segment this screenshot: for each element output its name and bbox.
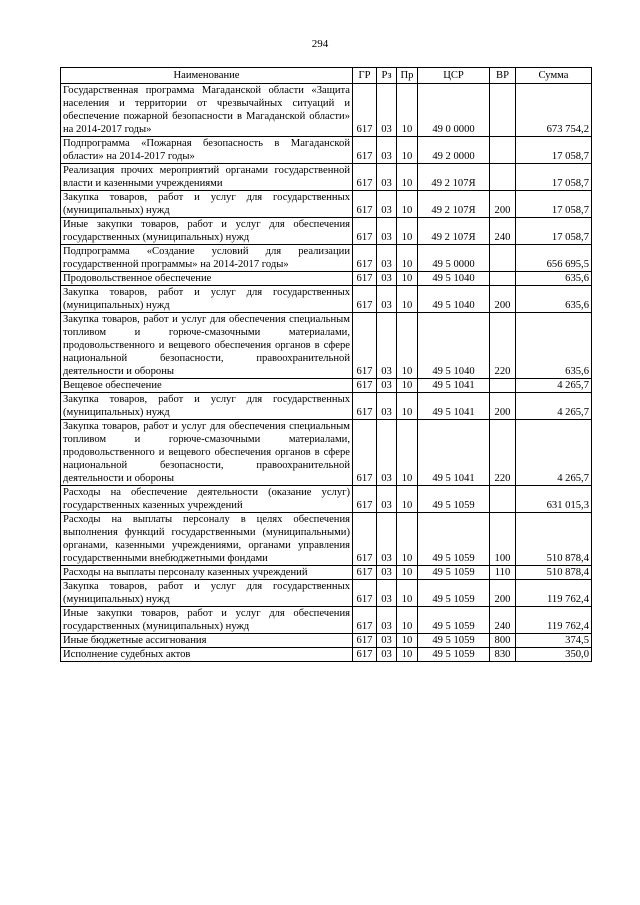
budget-table xyxy=(60,67,592,662)
cell-vr: 100 xyxy=(490,513,516,566)
cell-vr: 800 xyxy=(490,634,516,648)
table-row xyxy=(61,648,592,662)
table-row xyxy=(61,513,592,566)
cell-vr xyxy=(490,137,516,164)
cell-gr: 617 xyxy=(353,420,377,486)
cell-gr: 617 xyxy=(353,566,377,580)
cell-vr xyxy=(490,245,516,272)
table-row xyxy=(61,164,592,191)
cell-gr: 617 xyxy=(353,313,377,379)
table-row xyxy=(61,191,592,218)
cell-csr: 49 0 0000 xyxy=(418,84,490,137)
cell-sum: 510 878,4 xyxy=(516,513,592,566)
cell-gr: 617 xyxy=(353,580,377,607)
cell-name: Государственная программа Магаданской области «Защита населения и территории от чрезвычайных ситуаций и обеспечение пожарной безопасности в Магаданской области» на 2014-2017 годы» xyxy=(61,84,353,137)
cell-pr: 10 xyxy=(397,634,418,648)
cell-vr: 220 xyxy=(490,420,516,486)
header-rz: Рз xyxy=(377,68,397,84)
cell-csr: 49 5 1059 xyxy=(418,580,490,607)
header-vr: ВР xyxy=(490,68,516,84)
cell-pr: 10 xyxy=(397,313,418,379)
cell-rz: 03 xyxy=(377,648,397,662)
cell-pr: 10 xyxy=(397,420,418,486)
cell-rz: 03 xyxy=(377,313,397,379)
cell-pr: 10 xyxy=(397,393,418,420)
cell-sum: 17 058,7 xyxy=(516,164,592,191)
cell-vr: 220 xyxy=(490,313,516,379)
cell-csr: 49 5 1059 xyxy=(418,648,490,662)
header-pr: Пр xyxy=(397,68,418,84)
cell-csr: 49 5 1041 xyxy=(418,379,490,393)
cell-sum: 635,6 xyxy=(516,286,592,313)
cell-rz: 03 xyxy=(377,634,397,648)
table-row xyxy=(61,84,592,137)
cell-name: Закупка товаров, работ и услуг для государственных (муниципальных) нужд xyxy=(61,393,353,420)
cell-gr: 617 xyxy=(353,191,377,218)
cell-vr: 110 xyxy=(490,566,516,580)
cell-gr: 617 xyxy=(353,607,377,634)
header-sum: Сумма xyxy=(516,68,592,84)
cell-csr: 49 5 1059 xyxy=(418,566,490,580)
cell-csr: 49 5 0000 xyxy=(418,245,490,272)
cell-pr: 10 xyxy=(397,164,418,191)
cell-vr: 200 xyxy=(490,191,516,218)
cell-pr: 10 xyxy=(397,648,418,662)
cell-vr xyxy=(490,486,516,513)
cell-rz: 03 xyxy=(377,486,397,513)
cell-gr: 617 xyxy=(353,393,377,420)
cell-rz: 03 xyxy=(377,84,397,137)
cell-sum: 673 754,2 xyxy=(516,84,592,137)
header-row xyxy=(61,68,592,84)
cell-rz: 03 xyxy=(377,607,397,634)
cell-sum: 17 058,7 xyxy=(516,137,592,164)
cell-csr: 49 5 1059 xyxy=(418,486,490,513)
cell-pr: 10 xyxy=(397,607,418,634)
cell-sum: 350,0 xyxy=(516,648,592,662)
table-row xyxy=(61,379,592,393)
cell-csr: 49 5 1059 xyxy=(418,634,490,648)
cell-pr: 10 xyxy=(397,218,418,245)
cell-rz: 03 xyxy=(377,513,397,566)
cell-name: Закупка товаров, работ и услуг для государственных (муниципальных) нужд xyxy=(61,286,353,313)
cell-sum: 635,6 xyxy=(516,313,592,379)
cell-vr xyxy=(490,379,516,393)
cell-pr: 10 xyxy=(397,379,418,393)
cell-vr: 200 xyxy=(490,580,516,607)
cell-sum: 17 058,7 xyxy=(516,218,592,245)
cell-sum: 17 058,7 xyxy=(516,191,592,218)
cell-sum: 4 265,7 xyxy=(516,393,592,420)
cell-gr: 617 xyxy=(353,218,377,245)
cell-rz: 03 xyxy=(377,272,397,286)
cell-rz: 03 xyxy=(377,566,397,580)
cell-csr: 49 5 1059 xyxy=(418,607,490,634)
cell-gr: 617 xyxy=(353,286,377,313)
cell-pr: 10 xyxy=(397,191,418,218)
cell-vr: 240 xyxy=(490,218,516,245)
table-row xyxy=(61,393,592,420)
cell-sum: 656 695,5 xyxy=(516,245,592,272)
cell-pr: 10 xyxy=(397,513,418,566)
cell-name: Закупка товаров, работ и услуг для государственных (муниципальных) нужд xyxy=(61,580,353,607)
cell-pr: 10 xyxy=(397,580,418,607)
table-row xyxy=(61,272,592,286)
cell-name: Исполнение судебных актов xyxy=(61,648,353,662)
cell-name: Расходы на обеспечение деятельности (оказание услуг) государственных казенных учреждений xyxy=(61,486,353,513)
table-row xyxy=(61,137,592,164)
cell-gr: 617 xyxy=(353,648,377,662)
cell-csr: 49 2 107Я xyxy=(418,191,490,218)
cell-pr: 10 xyxy=(397,137,418,164)
cell-sum: 4 265,7 xyxy=(516,379,592,393)
cell-name: Иные закупки товаров, работ и услуг для обеспечения государственных (муниципальных) нужд xyxy=(61,607,353,634)
table-row xyxy=(61,486,592,513)
cell-vr xyxy=(490,164,516,191)
cell-name: Расходы на выплаты персоналу в целях обеспечения выполнения функций государственными (муниципальными) органами, казенными учреждениями, органами управления государственными внебюджетными фондами xyxy=(61,513,353,566)
cell-csr: 49 2 107Я xyxy=(418,164,490,191)
table-row xyxy=(61,634,592,648)
cell-csr: 49 5 1041 xyxy=(418,393,490,420)
cell-gr: 617 xyxy=(353,486,377,513)
table-row xyxy=(61,286,592,313)
cell-pr: 10 xyxy=(397,486,418,513)
cell-rz: 03 xyxy=(377,286,397,313)
cell-name: Закупка товаров, работ и услуг для обеспечения специальным топливом и горюче-смазочными материалами, продовольственного и вещевого обеспечения органов в сфере национальной безопасности, правоохранительной деятельности и обороны xyxy=(61,313,353,379)
cell-rz: 03 xyxy=(377,393,397,420)
cell-gr: 617 xyxy=(353,379,377,393)
cell-csr: 49 5 1040 xyxy=(418,272,490,286)
cell-gr: 617 xyxy=(353,137,377,164)
cell-name: Подпрограмма «Пожарная безопасность в Магаданской области» на 2014-2017 годы» xyxy=(61,137,353,164)
cell-csr: 49 5 1041 xyxy=(418,420,490,486)
page-number: 294 xyxy=(311,38,329,50)
table-row xyxy=(61,580,592,607)
cell-vr xyxy=(490,272,516,286)
table-row xyxy=(61,607,592,634)
table-row xyxy=(61,245,592,272)
cell-pr: 10 xyxy=(397,245,418,272)
cell-sum: 4 265,7 xyxy=(516,420,592,486)
cell-pr: 10 xyxy=(397,272,418,286)
cell-rz: 03 xyxy=(377,164,397,191)
cell-name: Закупка товаров, работ и услуг для государственных (муниципальных) нужд xyxy=(61,191,353,218)
table-body xyxy=(61,84,592,662)
cell-rz: 03 xyxy=(377,137,397,164)
cell-sum: 374,5 xyxy=(516,634,592,648)
cell-csr: 49 5 1040 xyxy=(418,313,490,379)
cell-vr: 830 xyxy=(490,648,516,662)
cell-name: Реализация прочих мероприятий органами государственной власти и казенными учреждениями xyxy=(61,164,353,191)
table-row xyxy=(61,420,592,486)
cell-sum: 631 015,3 xyxy=(516,486,592,513)
cell-name: Иные бюджетные ассигнования xyxy=(61,634,353,648)
cell-pr: 10 xyxy=(397,286,418,313)
cell-csr: 49 2 107Я xyxy=(418,218,490,245)
cell-pr: 10 xyxy=(397,566,418,580)
cell-gr: 617 xyxy=(353,513,377,566)
cell-vr: 240 xyxy=(490,607,516,634)
cell-rz: 03 xyxy=(377,379,397,393)
cell-name: Иные закупки товаров, работ и услуг для обеспечения государственных (муниципальных) нужд xyxy=(61,218,353,245)
cell-gr: 617 xyxy=(353,164,377,191)
cell-sum: 119 762,4 xyxy=(516,580,592,607)
cell-vr: 200 xyxy=(490,393,516,420)
table-row xyxy=(61,313,592,379)
cell-name: Продовольственное обеспечение xyxy=(61,272,353,286)
cell-pr: 10 xyxy=(397,84,418,137)
cell-vr xyxy=(490,84,516,137)
cell-vr: 200 xyxy=(490,286,516,313)
cell-csr: 49 5 1040 xyxy=(418,286,490,313)
cell-name: Подпрограмма «Создание условий для реализации государственной программы» на 2014-2017 годы» xyxy=(61,245,353,272)
cell-sum: 119 762,4 xyxy=(516,607,592,634)
cell-gr: 617 xyxy=(353,634,377,648)
cell-rz: 03 xyxy=(377,218,397,245)
table-row xyxy=(61,566,592,580)
cell-rz: 03 xyxy=(377,191,397,218)
cell-rz: 03 xyxy=(377,245,397,272)
header-csr: ЦСР xyxy=(418,68,490,84)
cell-sum: 510 878,4 xyxy=(516,566,592,580)
table-row xyxy=(61,218,592,245)
header-gr: ГР xyxy=(353,68,377,84)
cell-csr: 49 2 0000 xyxy=(418,137,490,164)
cell-csr: 49 5 1059 xyxy=(418,513,490,566)
cell-rz: 03 xyxy=(377,580,397,607)
cell-name: Вещевое обеспечение xyxy=(61,379,353,393)
cell-rz: 03 xyxy=(377,420,397,486)
cell-gr: 617 xyxy=(353,245,377,272)
cell-gr: 617 xyxy=(353,84,377,137)
cell-name: Закупка товаров, работ и услуг для обеспечения специальным топливом и горюче-смазочными материалами, продовольственного и вещевого обеспечения органов в сфере национальной безопасности, правоохранительной деятельности и обороны xyxy=(61,420,353,486)
header-name: Наименование xyxy=(61,68,353,84)
cell-gr: 617 xyxy=(353,272,377,286)
cell-name: Расходы на выплаты персоналу казенных учреждений xyxy=(61,566,353,580)
cell-sum: 635,6 xyxy=(516,272,592,286)
